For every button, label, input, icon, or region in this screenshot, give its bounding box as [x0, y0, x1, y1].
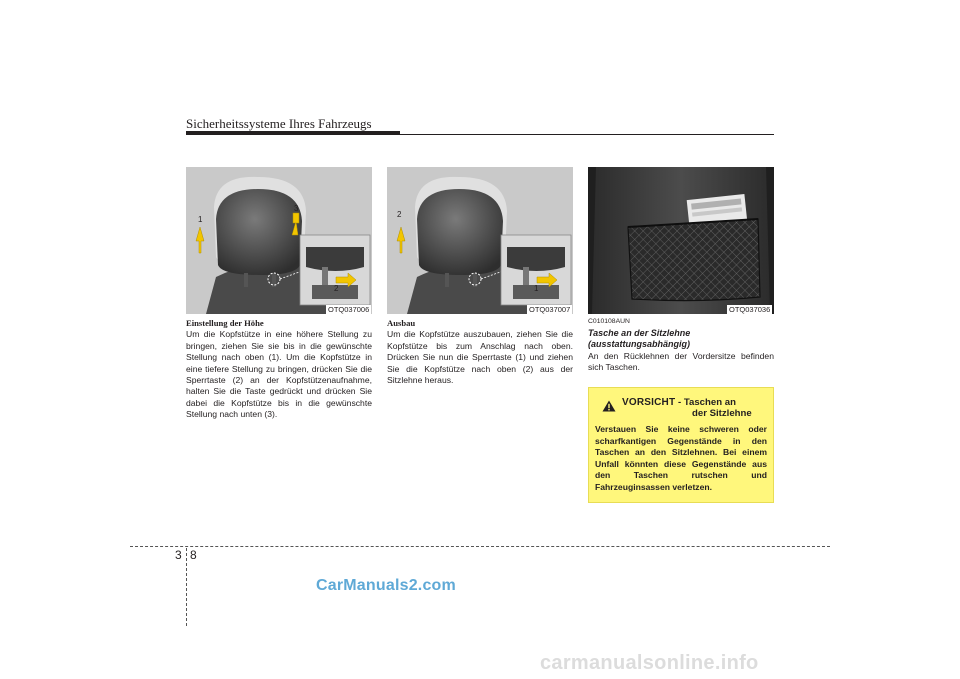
caution-subject-line1: - Taschen an — [678, 397, 736, 408]
figure-code-1: OTQ037006 — [328, 305, 370, 314]
callout-2: 2 — [334, 284, 339, 293]
caution-header — [595, 396, 767, 422]
warning-triangle-icon — [602, 400, 616, 412]
figure-seatback-pocket — [588, 167, 774, 314]
section-code: C010108AUN — [588, 318, 630, 325]
caution-box — [588, 387, 774, 503]
callout-2: 2 — [397, 210, 402, 219]
figure-code-2: OTQ037007 — [529, 305, 571, 314]
seatback-pocket-illustration — [588, 167, 774, 314]
caution-text: Verstauen Sie keine schweren oder scharfkantigen Gegenstände in den Taschen an den Sitzlehnen. Bei einem Unfall könnten diese Gegenstände aus den Taschen rutschen und Fahrzeuginsassen verletzen. — [595, 424, 767, 492]
page-header-title: Sicherheitssysteme Ihres Fahrzeugs — [186, 116, 372, 131]
chapter-number: 3 — [175, 548, 182, 562]
watermark-carmanualsonline: carmanualsonline.info — [540, 652, 759, 674]
figure-headrest-removal — [387, 167, 573, 314]
text-removal: Um die Kopfstütze auszubauen, ziehen Sie die Kopfstütze bis zum Anschlag nach oben. Drücken Sie nun die Sperrtaste (1) und ziehen Sie die Kopfstütze nach oben (2) aus der Sitzlehne heraus. — [387, 329, 573, 386]
heading-removal: Ausbau — [387, 318, 416, 328]
text-height-adjustment: Um die Kopfstütze in eine höhere Stellung zu bringen, ziehen Sie sie bis in die gewünschte Stellung nach oben (1). Um die Kopfstütze in eine tiefere Stellung zu bringen, drücken Sie die Sperrtaste (2) an der Kopfstützenaufnahme, halten Sie die Taste gedrückt und drücken Sie dabei die Kopfstütze bis in die gewünschte Stellung nach unten (3). — [186, 329, 372, 420]
caution-subject — [678, 397, 768, 419]
callout-1: 1 — [534, 284, 539, 293]
figure-code-3: OTQ037036 — [729, 305, 771, 314]
heading-height-adjustment: Einstellung der Höhe — [186, 318, 264, 328]
headrest-height-illustration — [186, 167, 372, 314]
column-removal — [387, 318, 573, 386]
column-height-adjustment — [186, 318, 372, 421]
caution-label: VORSICHT — [622, 397, 676, 408]
header-rule — [186, 134, 774, 135]
section-title-line1: Tasche an der Sitzlehne — [588, 328, 691, 338]
callout-3: 3 — [294, 204, 299, 213]
section-body: An den Rücklehnen der Vordersitze befinden sich Taschen. — [588, 351, 774, 373]
footer-rule — [130, 546, 830, 547]
watermark-carmanuals2: CarManuals2.com — [316, 577, 456, 594]
section-title-line2: (ausstattungsabhängig) — [588, 339, 691, 349]
caution-subject-line2: der Sitzlehne — [692, 408, 752, 419]
callout-1: 1 — [198, 215, 203, 224]
section-title — [588, 328, 690, 350]
footer-divider — [186, 548, 187, 626]
figure-headrest-height — [186, 167, 372, 314]
page-number: 8 — [190, 548, 197, 562]
headrest-removal-illustration — [387, 167, 573, 314]
